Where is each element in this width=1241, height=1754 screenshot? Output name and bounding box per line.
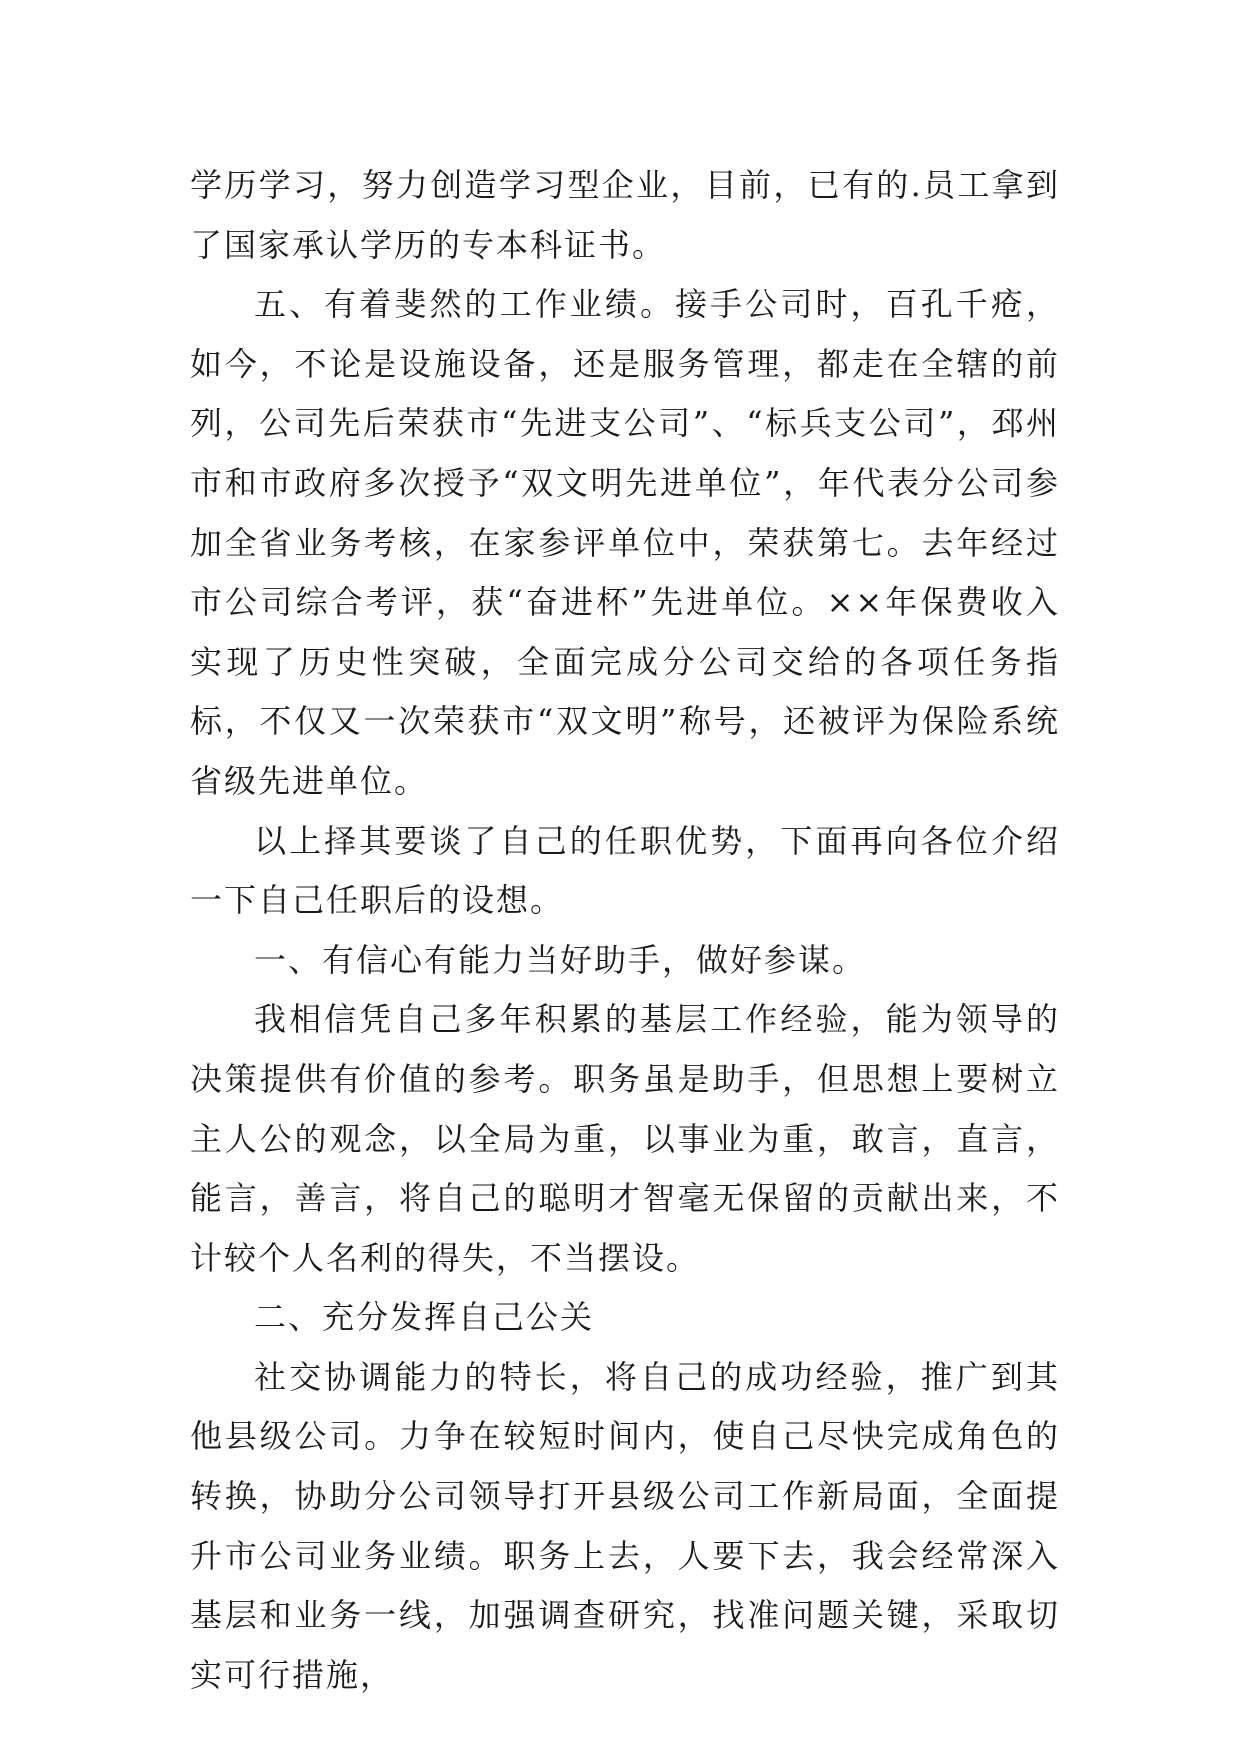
paragraph-point-one-body: 我相信凭自己多年积累的基层工作经验，能为领导的决策提供有价值的参考。职务虽是助手，但思想上要树立主人公的观念，以全局为重，以事业为重，敢言，直言，能言，善言，将自己的聪明才智毫无保留的贡献出来，不计较个人名利的得失，不当摆设。 bbox=[190, 1000, 1060, 1277]
paragraph-continuation: 学历学习，努力创造学习型企业，目前，已有的.员工拿到了国家承认学历的专本科证书。 bbox=[190, 166, 1060, 264]
heading-point-one: 一、有信心有能力当好助手，做好参谋。 bbox=[254, 940, 867, 979]
paragraph-achievements: 五、有着斐然的工作业绩。接手公司时，百孔千疮，如今，不论是设施设备，还是服务管理，都走在全辖的前列，公司先后荣获市“先进支公司”、“标兵支公司”，邳州市和市政府多次授予“双文明先进单位”，年代表分公司参加全省业务考核，在家参评单位中，荣获第七。去年经过市公司综合考评，获“奋进杯”先进单位。××年保费收入实现了历史性突破，全面完成分公司交给的各项任务指标，不仅又一次荣获市“双文明”称号，还被评为保险系统省级先进单位。 bbox=[190, 285, 1060, 800]
heading-point-two: 二、充分发挥自己公关 bbox=[254, 1298, 595, 1337]
document-body bbox=[190, 156, 1060, 1705]
paragraph-transition: 以上择其要谈了自己的任职优势，下面再向各位介绍一下自己任职后的设想。 bbox=[190, 821, 1060, 920]
paragraph-point-two-body: 社交协调能力的特长，将自己的成功经验，推广到其他县级公司。力争在较短时间内，使自己尽快完成角色的转换，协助分公司领导打开县级公司工作新局面，全面提升市公司业务业绩。职务上去，人要下去，我会经常深入基层和业务一线，加强调查研究，找准问题关键，采取切实可行措施， bbox=[190, 1357, 1060, 1694]
